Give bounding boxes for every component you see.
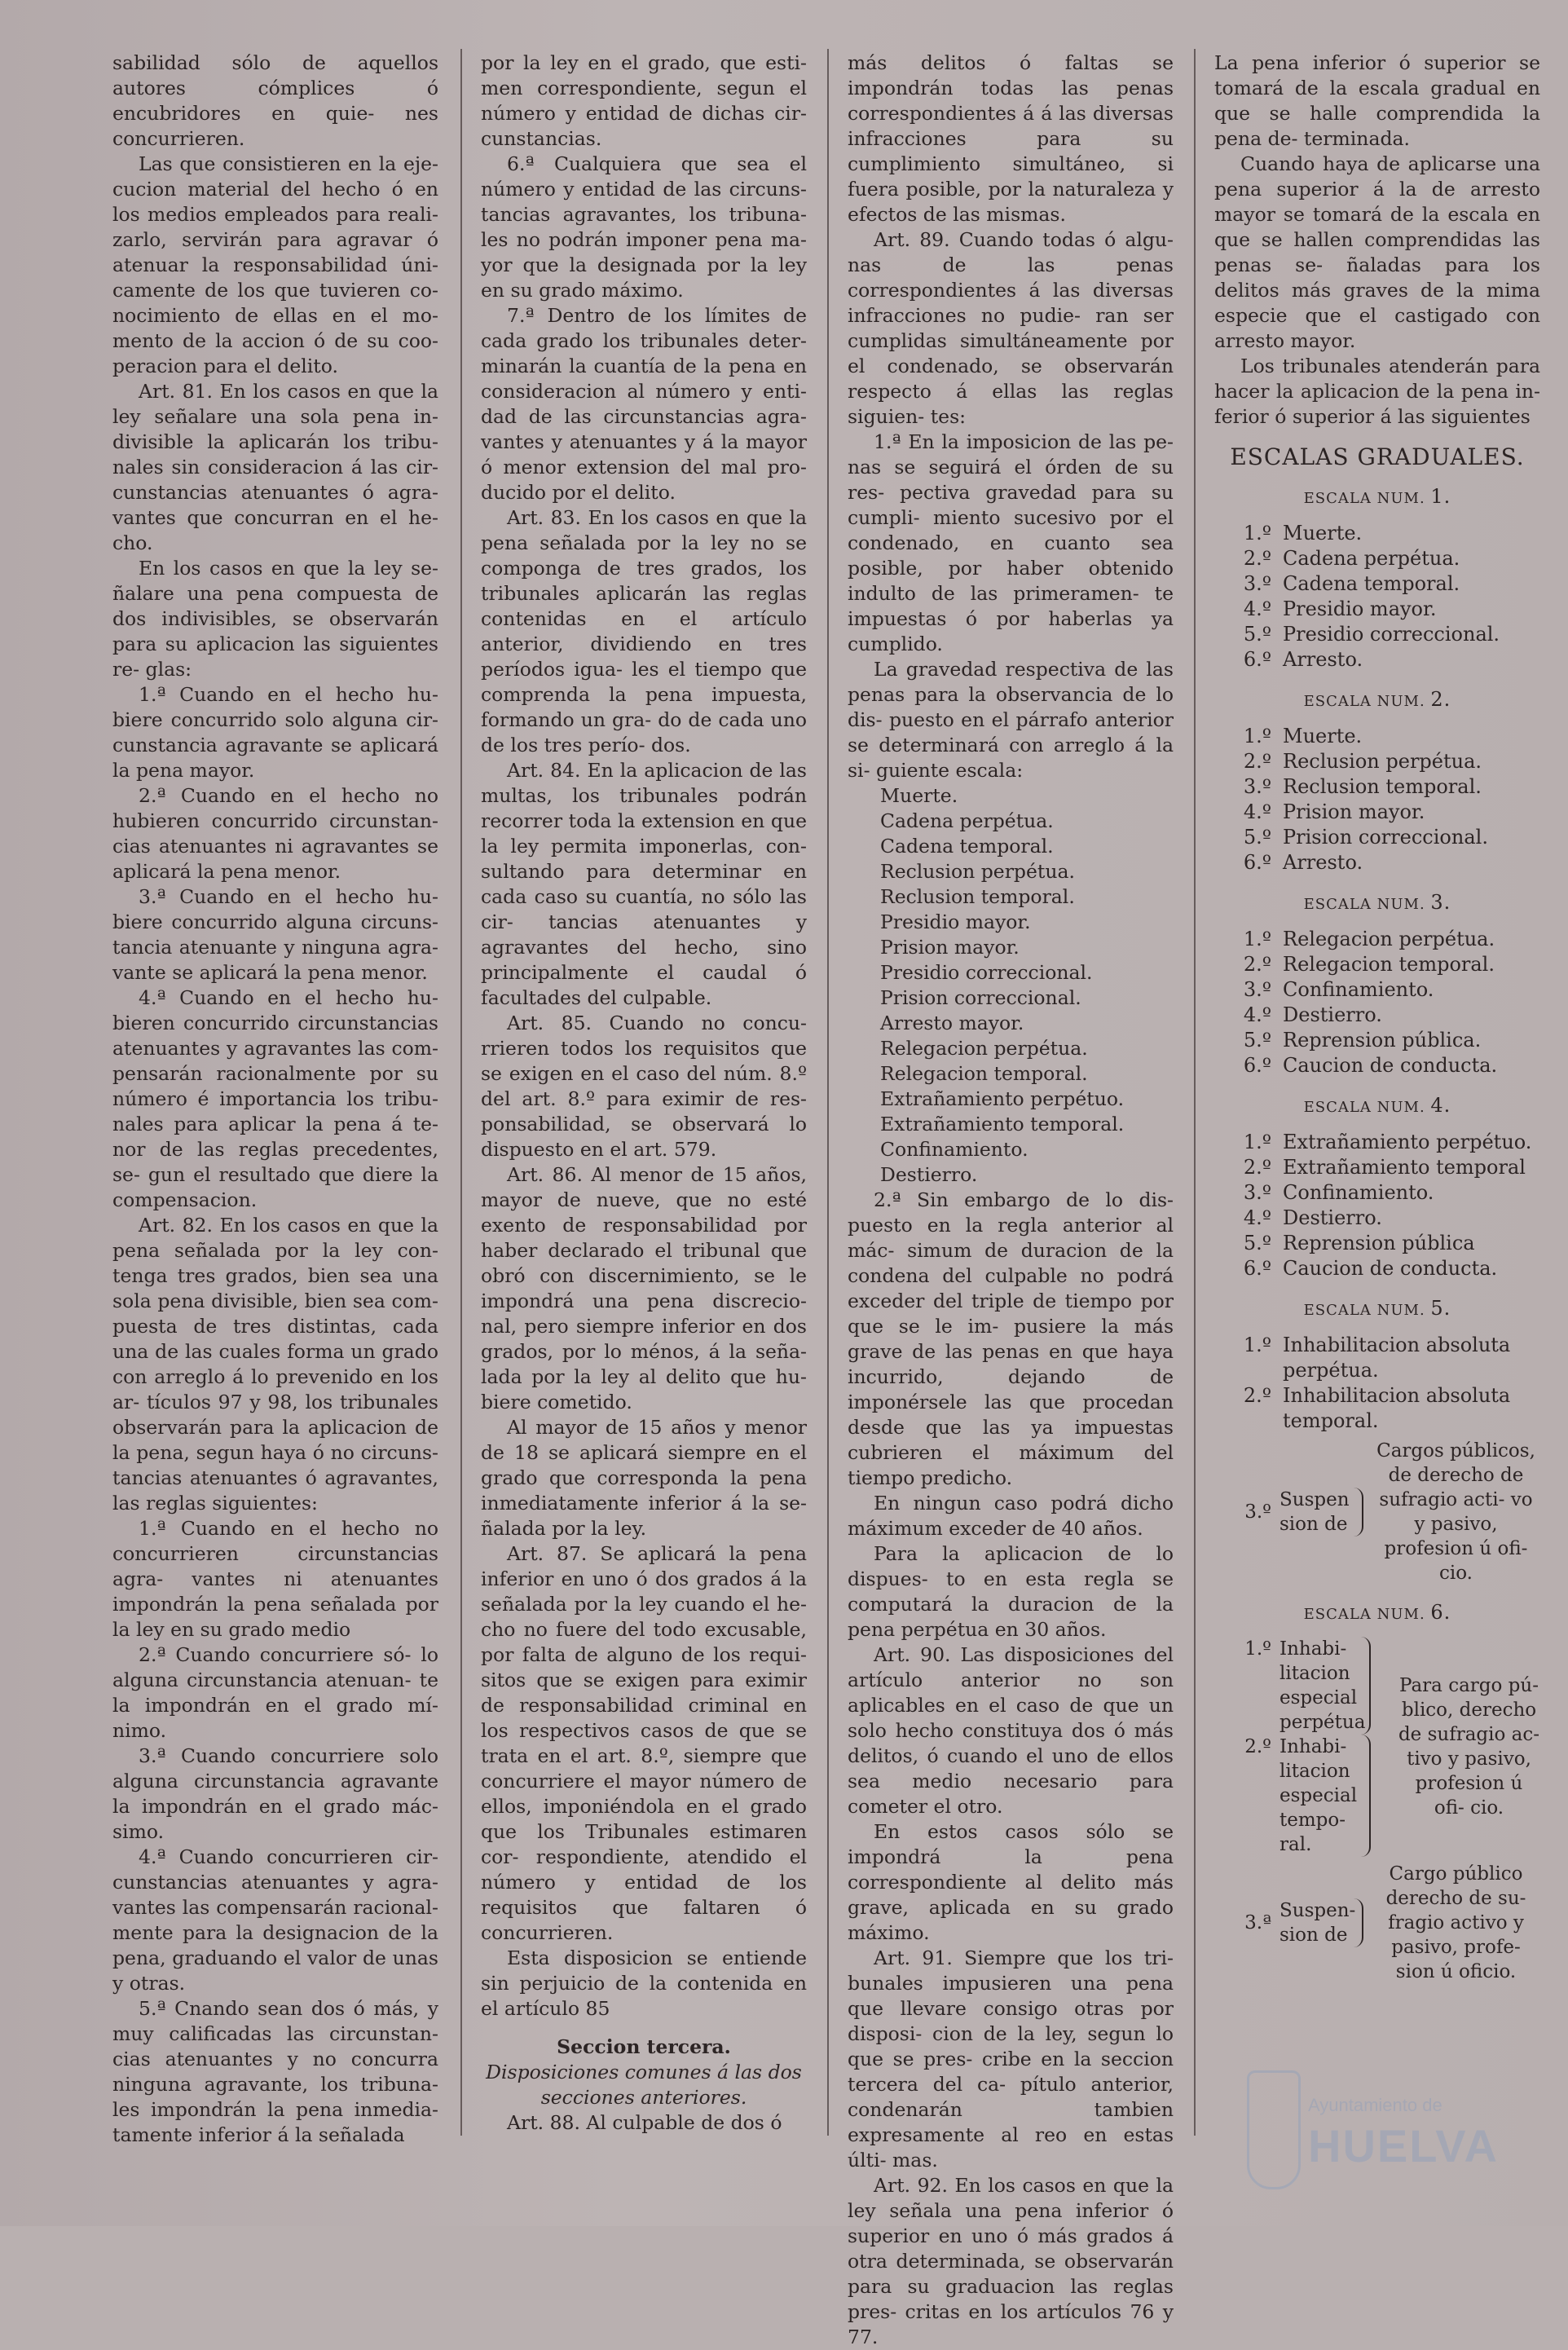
paragraph: 1.ª En la imposicion de las pe- nas se seguirá el órden de su res- pectiva gravedad para su cumpli- miento sucesivo por el condenado, en cuanto sea posible, por haber obtenido indulto de las primeramen- te impuestas ó por haberlas ya cumplido. [848, 430, 1174, 655]
paragraph: Art. 84. En la aplicacion de las multas, los tribunales podrán recorrer toda la extension en que la ley permita imponerlas, con- sultando para determinar en cada caso su cuantía, no sólo las cir- tancias atenuantes y agravantes del hecho, sino principalmente el caudal ó facultades del culpable. [481, 759, 807, 1009]
item-text: Arresto. [1283, 648, 1363, 671]
escala-title [1214, 1600, 1540, 1627]
item-text: Cadena perpétua. [1283, 547, 1460, 570]
escala-item [1214, 597, 1540, 622]
item-number: 6.º [1243, 1054, 1271, 1077]
brace-entry [1214, 1439, 1540, 1585]
paragraph: Art. 88. Al culpable de dos ó [507, 2111, 782, 2134]
escala-title [1214, 687, 1540, 714]
item-number: 1.º [1243, 1334, 1271, 1356]
escala-item [1214, 850, 1540, 875]
paragraph: 2.ª Cuando en el hecho no hubieren concurrido circunstan- cias atenuantes ni agravantes se aplicará la pena menor. [112, 784, 438, 883]
item-number: 2.º [1243, 547, 1271, 570]
paragraph: sabilidad sólo de aquellos autores cómplices ó encubridores en quie- nes concurrieren. [112, 51, 438, 150]
escala-label: ESCALA NUM. [1303, 693, 1425, 710]
item-text: Reclusion temporal. [1283, 775, 1482, 798]
scale-item: Cadena temporal. [880, 835, 1054, 858]
item-text: Extrañamiento perpétuo. [1283, 1131, 1532, 1153]
scale-item: Presidio mayor. [880, 910, 1031, 933]
escala-item [1214, 1053, 1540, 1078]
escala-item [1214, 1231, 1540, 1256]
escala-item [1214, 571, 1540, 597]
item-text: Inhabi- litacion especial perpétua [1280, 1637, 1371, 1735]
item-number: 2.º [1244, 1736, 1271, 1757]
scale-item: Extrañamiento temporal. [880, 1113, 1125, 1135]
escala-number: 1. [1430, 485, 1451, 508]
escala-item [1214, 1735, 1390, 1857]
escala-item [1214, 1637, 1390, 1735]
section-subtitle: Disposiciones comunes á las dos secciones anteriores. [486, 2061, 802, 2109]
escala-title [1214, 1296, 1540, 1323]
watermark-line-2: HUELVA [1308, 2120, 1499, 2171]
paragraph: La pena inferior ó superior se tomará de la escala gradual en que se halle comprendida la pena de- terminada. [1214, 51, 1540, 150]
paragraph: Los tribunales atenderán para hacer la aplicacion de la pena in- ferior ó superior á las siguientes [1214, 355, 1540, 428]
item-text: Arresto. [1283, 851, 1363, 874]
paragraph: por la ley en el grado, que esti- men correspondiente, segun el número y entidad de dichas cir- cunstancias. [481, 51, 807, 150]
item-number: 5.º [1243, 623, 1271, 646]
item-number: 3.º [1243, 1181, 1271, 1204]
item-text: Extrañamiento temporal [1283, 1156, 1526, 1179]
column-4-top [1214, 51, 1540, 430]
escala-item [1214, 977, 1540, 1003]
paragraph: Art. 83. En los casos en que la pena señalada por la ley no se componga de tres grados, los tribunales aplicarán las reglas contenidas en el artículo anterior, dividiendo en tres períodos igua- les el tiempo que comprenda la pena impuesta, formando un gra- do de cada uno de los tres perío- dos. [481, 506, 807, 756]
escala-item [1214, 622, 1540, 647]
escala-item [1214, 1383, 1540, 1434]
item-number: 1.º [1243, 522, 1271, 545]
item-number: 6.º [1243, 851, 1271, 874]
paragraph: Al mayor de 15 años y menor de 18 se aplicará siempre en el grado que corresponda la pena inmediatamente inferior á la se- ñalada por la ley. [481, 1416, 807, 1540]
paragraph: 4.ª Cuando concurrieren cir- cunstancias atenuantes y agra- vantes las compensarán racional- mente para la designacion de la pena, graduando el valor de unas y otras. [112, 1845, 438, 1995]
column-1 [112, 51, 438, 2148]
escala-item [1214, 825, 1540, 850]
escala-list [1214, 1333, 1540, 1434]
escala-number: 6. [1430, 1601, 1451, 1624]
item-text: Reprension pública. [1283, 1029, 1482, 1052]
escalas-heading: ESCALAS GRADUALES. [1230, 443, 1525, 470]
escala-item [1214, 749, 1540, 774]
watermark-line-1: Ayuntamiento de [1308, 2095, 1442, 2115]
paragraph: Art. 90. Las disposiciones del artículo anterior no son aplicables en el caso de que un solo hecho constituya dos ó más delitos, ó cuando el uno de ellos sea medio necesario para cometer el otro. [848, 1643, 1174, 1818]
escala-item [1214, 521, 1540, 546]
item-text: Presidio mayor. [1283, 597, 1437, 620]
scale-item: Relegacion perpétua. [880, 1037, 1088, 1060]
escala-item [1214, 1333, 1540, 1383]
column-3-top [848, 51, 1174, 783]
escala-item [1214, 1155, 1540, 1180]
escala-item [1214, 1028, 1540, 1053]
escala-item [1214, 952, 1540, 977]
item-text: Inhabilitacion absoluta temporal. [1283, 1384, 1511, 1432]
item-text: Presidio correccional. [1283, 623, 1500, 646]
item-number: 2.º [1243, 1156, 1271, 1179]
group-right: Para cargo pú- blico, derecho de sufragio ac- tivo y pasivo, profesion ú ofi- cio. [1398, 1675, 1540, 1819]
escala-item [1214, 927, 1540, 952]
paragraph: Art. 81. En los casos en que la ley señalare una sola pena in- divisible la aplicarán los tribu- nales sin consideracion á las cir- cunstancias atenuantes ó agra- vantes que concurran en el he- cho. [112, 380, 438, 554]
escala-item [1214, 1180, 1540, 1206]
scale-item: Arresto mayor. [880, 1012, 1024, 1034]
item-number: 5.º [1243, 1029, 1271, 1052]
escala-item [1214, 647, 1540, 672]
scale-item: Prision mayor. [880, 936, 1020, 959]
item-text: Caucion de conducta. [1283, 1257, 1498, 1280]
item-text: Destierro. [1283, 1003, 1382, 1026]
escala-label: ESCALA NUM. [1303, 1302, 1425, 1319]
escala-list [1214, 1130, 1540, 1281]
column-rule [1194, 49, 1196, 2136]
paragraph: Esta disposicion se entiende sin perjuicio de la contenida en el artículo 85 [481, 1947, 807, 2020]
scale-item: Prision correccional. [880, 986, 1081, 1009]
grouped-entry [1214, 1637, 1540, 1857]
paragraph: 5.ª Cnando sean dos ó más, y muy calificadas las circunstan- cias atenuantes y no concurra ninguna agravante, los tribuna- les impondrán la pena inmedia- tamente inferior á la señalada [112, 1997, 438, 2146]
item-number: 4.º [1243, 597, 1271, 620]
item-number: 1.º [1243, 1131, 1271, 1153]
escala-item [1214, 724, 1540, 749]
paragraph: 4.ª Cuando en el hecho hu- bieren concurrido circunstancias atenuantes y agravantes las com- pensarán racionalmente por su número é importancia los tribu- nales para aplicar la pena á te- nor de las reglas precedentes, se- gun el resultado que diere la compensacion. [112, 986, 438, 1211]
item-text: Destierro. [1283, 1206, 1382, 1229]
item-number: 5.º [1243, 1232, 1271, 1254]
escalas-container [1214, 484, 1540, 1984]
item-text: Muerte. [1283, 522, 1363, 545]
item-text: Inhabilitacion absoluta perpétua. [1283, 1334, 1511, 1382]
scale-item: Presidio correccional. [880, 961, 1093, 984]
item-number: 4.º [1243, 1003, 1271, 1026]
municipal-watermark [1247, 2070, 1516, 2193]
item-text: Inhabi- litacion especial tempo- ral. [1280, 1735, 1371, 1857]
item-number: 4.º [1243, 800, 1271, 823]
brace-num: 3.º [1244, 1501, 1271, 1523]
paragraph: más delitos ó faltas se impondrán todas las penas correspondientes á á las diversas infracciones para su cumplimiento simultáneo, si fuera posible, por la naturaleza y efectos de las mismas. [848, 51, 1174, 226]
escala-list [1214, 724, 1540, 875]
paragraph: Art. 87. Se aplicará la pena inferior en uno ó dos grados á la señalada por la ley cuando el he- cho no fuere del todo excusable, por falta de alguno de los requi- sitos que se exigen para eximir de responsabilidad criminal en los respectivos casos de que se trata en el art. 8.º, siempre que concurriere el mayor número de ellos, imponiéndola en el grado que los Tribunales estimaren cor- respondiente, atendido el número y entidad de los requisitos que faltaren ó concurrieren. [481, 1542, 807, 1944]
item-text: Confinamiento. [1283, 1181, 1434, 1204]
item-text: Relegacion perpétua. [1283, 928, 1495, 950]
escala-title [1214, 484, 1540, 511]
scale-item: Muerte. [880, 784, 958, 807]
escala-number: 5. [1430, 1297, 1451, 1320]
brace-mid: Suspen sion de [1280, 1488, 1363, 1537]
brace-num: 3.ª [1244, 1912, 1271, 1933]
paragraph: 2.ª Cuando concurriere só- lo alguna circunstancia atenuan- te la impondrán en el grado mí- nimo. [112, 1643, 438, 1742]
item-text: Reclusion perpétua. [1283, 750, 1482, 773]
column-rule [827, 49, 829, 2136]
scale-item: Reclusion perpétua. [880, 860, 1075, 883]
section-title: Seccion tercera. [557, 2035, 731, 2058]
item-number: 1.º [1243, 725, 1271, 747]
item-number: 3.º [1243, 572, 1271, 595]
escala-label: ESCALA NUM. [1303, 896, 1425, 913]
coat-of-arms-icon [1247, 2070, 1301, 2189]
escala-list [1214, 927, 1540, 1078]
paragraph: 2.ª Sin embargo de lo dis- puesto en la regla anterior al mác- simum de duracion de la condena del culpable no podrá exceder del triple de tiempo por que se le im- pusiere la más grave de las penas en que haya incurrido, dejando de imponérsele las que procedan desde que las ya impuestas cubrieren el máximum del tiempo predicho. [848, 1188, 1174, 1489]
paragraph: Art. 92. En los casos en que la ley señala una pena inferior ó superior en uno ó más grados á otra determinada, se observarán para su graduacion las reglas pres- critas en los artículos 76 y 77. [848, 2174, 1174, 2348]
paragraph: Cuando haya de aplicarse una pena superior á la de arresto mayor se tomará de la escala en que se hallen comprendidas las penas se- ñaladas para los delitos más graves de la mima especie que el castigado con arresto mayor. [1214, 152, 1540, 352]
escala-item [1214, 1256, 1540, 1281]
escala-item [1214, 1130, 1540, 1155]
item-number: 1.º [1244, 1638, 1271, 1660]
paragraph: 7.ª Dentro de los límites de cada grado los tribunales deter- minarán la cuantía de la pena en consideracion al número y enti- dad de las circunstancias agra- vantes y atenuantes y á la mayor ó menor extension del mal pro- ducido por el delito. [481, 304, 807, 504]
penalty-scale-list [848, 783, 1174, 1188]
scale-item: Relegacion temporal. [880, 1062, 1088, 1085]
item-text: Relegacion temporal. [1283, 953, 1495, 976]
scale-item: Cadena perpétua. [880, 809, 1054, 832]
escala-number: 2. [1430, 688, 1451, 711]
brace-right: Cargo público derecho de su- fragio activo y pasivo, profe- sion ú oficio. [1385, 1863, 1526, 1982]
column-rule [460, 49, 462, 2136]
paragraph: 6.ª Cualquiera que sea el número y entidad de las circuns- tancias agravantes, los tribuna- les no podrán imponer pena ma- yor que la designada por la ley en su grado máximo. [481, 152, 807, 302]
paragraph: En los casos en que la ley se- ñalare una pena compuesta de dos indivisibles, se observarán para su aplicacion las siguientes re- glas: [112, 557, 438, 681]
paragraph: 1.ª Cuando en el hecho no concurrieren circunstancias agra- vantes ni atenuantes impondrán la pena señalada por la ley en su grado medio [112, 1517, 438, 1641]
item-text: Prision correccional. [1283, 826, 1488, 849]
escala-item [1214, 1003, 1540, 1028]
item-number: 4.º [1243, 1206, 1271, 1229]
escala-title [1214, 1093, 1540, 1120]
brace-right: Cargos públicos, de derecho de sufragio acti- vo y pasivo, profesion ú ofi- cio. [1376, 1440, 1535, 1584]
paragraph: Art. 91. Siempre que los tri- bunales impusieren una pena que llevare consigo otras por disposi- cion de la ley, segun lo que se pres- cribe en la seccion tercera del ca- pítulo anterior, condenarán tambien expresamente al reo en estas últi- mas. [848, 1947, 1174, 2171]
escala-item [1214, 1206, 1540, 1231]
item-number: 1.º [1243, 928, 1271, 950]
escala-title [1214, 890, 1540, 917]
escala-number: 4. [1430, 1094, 1451, 1117]
column-2-body [481, 51, 807, 2022]
paragraph: En ningun caso podrá dicho máximum exceder de 40 años. [848, 1492, 1174, 1540]
escala-label: ESCALA NUM. [1303, 1606, 1425, 1623]
paragraph: En estos casos sólo se impondrá la pena correspondiente al delito más grave, aplicada en su grado máximo. [848, 1820, 1174, 1944]
escala-label: ESCALA NUM. [1303, 1099, 1425, 1116]
item-number: 2.º [1243, 953, 1271, 976]
item-number: 3.º [1243, 978, 1271, 1001]
paragraph: 1.ª Cuando en el hecho hu- biere concurrido solo alguna cir- cunstancia agravante se aplicará la pena mayor. [112, 683, 438, 782]
paragraph: Art. 86. Al menor de 15 años, mayor de nueve, que no esté exento de responsabilidad por haber declarado el tribunal que obró con discernimiento, se le impondrá una pena discrecio- nal, pero siempre inferior en dos grados, por lo ménos, á la seña- lada por la ley al delito que hu- biere cometido. [481, 1163, 807, 1413]
escala-item [1214, 800, 1540, 825]
paragraph: 3.ª Cuando concurriere solo alguna circunstancia agravante la impondrán en el grado mác- simo. [112, 1744, 438, 1843]
item-number: 6.º [1243, 1257, 1271, 1280]
paragraph: Art. 85. Cuando no concu- rrieren todos los requisitos que se exigen en el caso del núm. 8.º del art. 8.º para eximir de res- ponsabilidad, se observará lo dispuesto en el art. 579. [481, 1012, 807, 1161]
item-number: 3.º [1243, 775, 1271, 798]
item-text: Prision mayor. [1283, 800, 1425, 823]
item-text: Muerte. [1283, 725, 1363, 747]
column-4 [1214, 51, 1540, 1989]
item-text: Reprension pública [1283, 1232, 1475, 1254]
paragraph: 3.ª Cuando en el hecho hu- biere concurrido alguna circuns- tancia atenuante y ninguna agra- vante se aplicará la pena menor. [112, 885, 438, 984]
group-left [1214, 1637, 1390, 1857]
scale-item: Destierro. [880, 1163, 978, 1186]
escala-label: ESCALA NUM. [1303, 490, 1425, 507]
column-2 [481, 51, 807, 2136]
scale-item: Confinamiento. [880, 1138, 1028, 1161]
item-number: 6.º [1243, 648, 1271, 671]
scale-item: Reclusion temporal. [880, 885, 1075, 908]
escala-item [1214, 774, 1540, 800]
escala-item [1214, 546, 1540, 571]
item-number: 5.º [1243, 826, 1271, 849]
brace-mid: Suspen- sion de [1280, 1898, 1363, 1947]
item-text: Caucion de conducta. [1283, 1054, 1498, 1077]
scale-item: Extrañamiento perpétuo. [880, 1087, 1125, 1110]
paragraph: Para la aplicacion de lo dispues- to en esta regla se computará la duracion de la pena perpétua en 30 años. [848, 1542, 1174, 1641]
brace-entry [1214, 1862, 1540, 1984]
paragraph: La gravedad respectiva de las penas para la observancia de lo dis- puesto en el párrafo anterior se determinará con arreglo á la si- guiente escala: [848, 658, 1174, 782]
escala-number: 3. [1430, 891, 1451, 914]
item-number: 2.º [1243, 1384, 1271, 1407]
paragraph: Art. 89. Cuando todas ó algu- nas de las penas correspondientes á las diversas infracciones no pudie- ran ser cumplidas simultáneamente por el condenado, se observarán respecto á ellas las reglas siguien- tes: [848, 228, 1174, 428]
item-number: 2.º [1243, 750, 1271, 773]
item-text: Cadena temporal. [1283, 572, 1460, 595]
paragraph: Art. 82. En los casos en que la pena señalada por la ley con- tenga tres grados, bien sea una sola pena divisible, bien sea com- puesta de tres distintas, cada una de las cuales forma un grado con arreglo á lo prevenido en los ar- tículos 97 y 98, los tribunales observarán para la aplicacion de la pena, segun haya ó no circuns- tancias atenuantes ó agravantes, las reglas siguientes: [112, 1214, 438, 1514]
item-text: Confinamiento. [1283, 978, 1434, 1001]
escala-list [1214, 521, 1540, 672]
column-3 [848, 51, 1174, 2350]
paragraph: Las que consistieren en la eje- cucion material del hecho ó en los medios empleados para reali- zarlo, servirán para agravar ó atenuar la responsabilidad úni- camente de los que tuvieren co- nocimiento de ellas en el mo- mento de la accion ó de su coo- peracion para el delito. [112, 152, 438, 377]
column-3-bottom [848, 1188, 1174, 2350]
